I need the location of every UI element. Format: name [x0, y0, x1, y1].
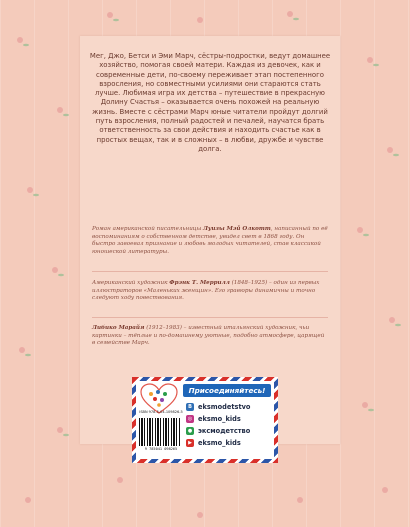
barcode [139, 418, 181, 446]
barcode-number: 9 785041 098265 [144, 447, 178, 451]
info-divider [92, 317, 328, 318]
author-name: Луизы Мэй Олкотт [203, 226, 271, 232]
author-info-post: , написанный по её воспоминаниям о собственном детстве, увидел свет в 1868 году. Он быстро завоевал признание и любовь молодых читателей, став классикой юношеской литературы. [92, 226, 328, 255]
social-link-label: эксмодетство [198, 427, 251, 435]
social-link-label: eksmo_kids [198, 415, 241, 423]
author-info-pre: Роман американской писательницы [92, 226, 204, 232]
social-link-instagram[interactable] [186, 413, 272, 425]
social-link-web[interactable] [186, 425, 272, 437]
youtube-icon: ▶ [186, 439, 194, 447]
info-divider [92, 271, 328, 272]
isbn-number: ISBN 978-5-04-109826-5 [139, 410, 183, 414]
annotation-text: Мег, Джо, Бетси и Эми Марч, сёстры-подростки, ведут домашнее хозяйство, помогая своей матери. Каждая из девочек, как и современные дети, по-своему переживает этап постепенного взросления, но совместными усилиями они стараются стать лучше. Любимая игра их детства – путешествие в прекрасную Долину Счастья – оказывается очень похожей на реальную жизнь. Вместе с сёстрами Марч юные читатели пройдут долгий путь взросления, полный радостей и печалей, научатся брать ответственность за свои действия и находить счастье как в простых вещах, так и в сложных – в любви, дружбе и чувстве долга. [89, 52, 331, 153]
social-link-vk[interactable] [186, 401, 272, 413]
social-links [186, 401, 272, 449]
illustrator-info-post: (1848–1925) – один из первых иллюстраторов «Маленьких женщин». Его гравюры динамичны и точно следуют ходу повествования. [92, 280, 320, 302]
join-us-banner: Присоединяйтесь! [183, 384, 271, 397]
instagram-icon: ◎ [187, 416, 193, 422]
social-link-label: eksmo_kids [198, 439, 241, 447]
artist-name: Либико Марайя [92, 325, 145, 331]
illustrator-info [92, 280, 328, 303]
social-link-label: eksmodetstvo [198, 403, 251, 411]
illustrator-info-pre: Американский художник [92, 280, 170, 286]
illustrator-name: Фрэнк Т. Меррилл [169, 280, 230, 286]
artist-info [92, 325, 328, 348]
artist-info-post: (1912–1983) – известный итальянский художник, чьи картинки – тёплые и по-домашнему уютные, подобно атмосфере, царящей в семействе Марч. [92, 325, 325, 347]
web-icon: ● [187, 428, 193, 434]
author-info [92, 226, 328, 256]
social-link-youtube[interactable] [186, 437, 272, 449]
vk-icon: B [186, 403, 194, 411]
book-annotation [88, 52, 332, 154]
